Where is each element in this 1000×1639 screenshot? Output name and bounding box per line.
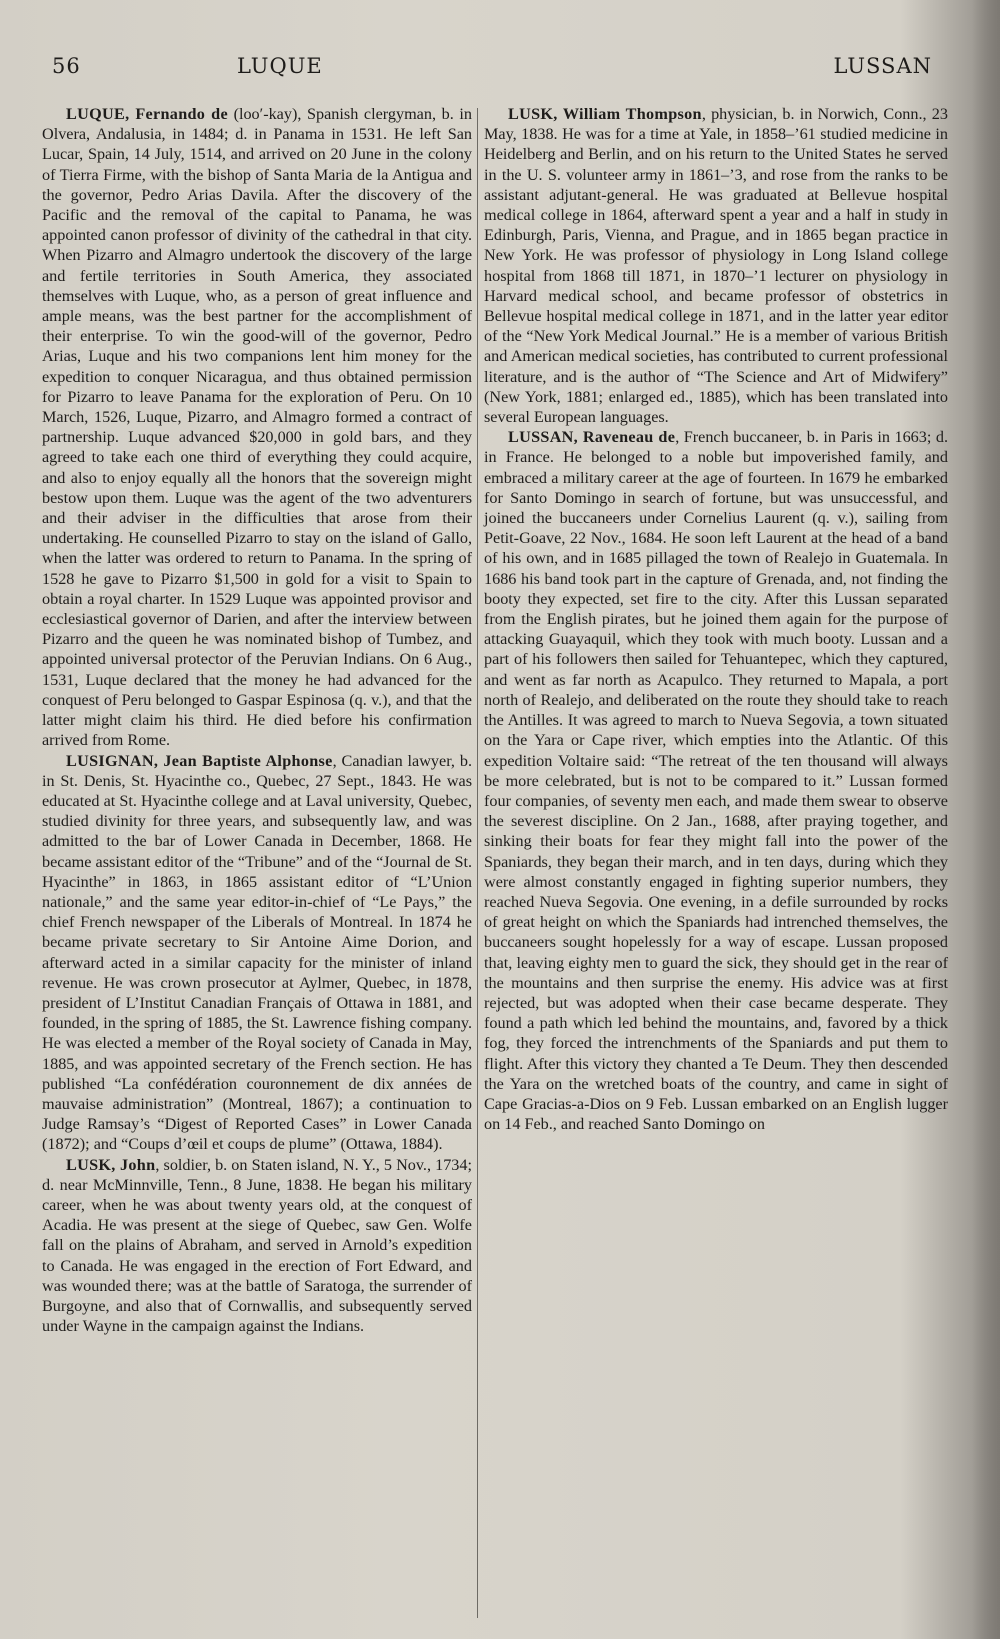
right-column <box>484 104 948 1134</box>
running-head <box>52 54 932 84</box>
entry-luque <box>42 104 472 751</box>
entry-text: , Canadian lawyer, b. in St. Denis, St. Hyacinthe co., Quebec, 27 Sept., 1843. He was educated at St. Hyacinthe college and at Laval university, Quebec, studied divinity for three years, and subsequently law, and was admitted to the bar of Lower Canada in December, 1868. He became assistant editor of the “Tribune” and of the “Journal de St. Hyacinthe” in 1863, in 1865 assistant editor of “L’Union nationale,” and the same year editor-in-chief of “Le Pays,” the chief French newspaper of the Liberals of Montreal. In 1874 he became private secretary to Sir Antoine Aime Dorion, and afterward acted in a similar capacity for the minister of inland revenue. He was crown prosecutor at Aylmer, Quebec, in 1878, president of L’Institut Canadian Français of Ottawa in 1881, and founded, in the spring of 1885, the St. Lawrence fishing company. He was elected a member of the Royal society of Canada in May, 1885, and was appointed secretary of the French section. He has published “La confédération couronnement de dix années de mauvaise administration” (Montreal, 1867); a continuation to Judge Ramsay’s “Digest of Reported Cases” in Lower Canada (1872); and “Coups d’œil et coups de plume” (Ottawa, 1884). <box>42 751 472 1154</box>
entry-text: , French buccaneer, b. in Paris in 1663; d. in France. He belonged to a noble but impoverished family, and embraced a military career at the age of fourteen. In 1679 he embarked for Santo Domingo in search of fortune, but was unsuccessful, and joined the buccaneers under Cornelius Laurent (q. v.), sailing from Petit-Goave, 22 Nov., 1684. He soon left Laurent at the head of a band of his own, and in 1685 pillaged the town of Realejo in Guatemala. In 1686 his band took part in the capture of Grenada, and, not finding the booty they expected, set fire to the city. After this Lussan separated from the English pirates, but he joined them again for the purpose of attacking Guayaquil, which they took with much booty. Lussan and a part of his followers then sailed for Tehuantepec, which they captured, and went as far north as Acapulco. They returned to Mapala, a port north of Realejo, and deliberated on the route they should take to reach the Antilles. It was agreed to march to Nueva Segovia, a town situated on the Yara or Cape river, which empties into the Atlantic. Of this expedition Voltaire said: “The retreat of the ten thousand will always be more celebrated, but is not to be compared to it.” Lussan formed four companies, of seventy men each, and made them swear to observe the severest discipline. On 2 Jan., 1688, after praying together, and sinking their boats for fear they might fall into the power of the Spaniards, they began their march, and in ten days, during which they were almost constantly engaged in fighting superior numbers, they reached Nueva Segovia. One evening, in a defile surrounded by rocks of great height on which the Spaniards had intrenched themselves, the buccaneers sought hopelessly for a way of escape. Lussan proposed that, leaving eighty men to guard the sick, they should get in the rear of the mountains and then surprise the enemy. His advice was at first rejected, but was adopted when their case became desperate. They found a path which led behind the mountains, and, favored by a thick fog, they forced the intrenchments of the Spaniards and put them to flight. After this victory they chanted a Te Deum. They then descended the Yara on the wretched boats of the country, and came in sight of Cape Gracias-a-Dios on 9 Feb. Lussan embarked on an English lugger on 14 Feb., and reached Santo Domingo on <box>484 428 949 1134</box>
right-running-head: LUSSAN <box>833 54 932 78</box>
entry-text: (loo′-kay), Spanish clergyman, b. in Olvera, Andalusia, in 1484; d. in Panama in 1531. He left San Lucar, Spain, 14 July, 1514, and arrived on 20 June in the colony of Tierra Firme, with the bishop of Santa Maria de la Antigua and the governor, Pedro Arias Davila. After the discovery of the Pacific and the removal of the capital to Panama, he was appointed canon professor of divinity of the cathedral in that city. When Pizarro and Almagro undertook the discovery of the large and fertile territories in South America, they associated themselves with Luque, who, as a person of great influence and ample means, was the best partner for the accomplishment of their enterprise. To win the good-will of the governor, Pedro Arias, Luque and his two companions lent him money for the expedition to conquer Nicaragua, and thus obtained permission for Pizarro to leave Panama for the exploration of Peru. On 10 March, 1526, Luque, Pizarro, and Almagro formed a contract of partnership. Luque advanced $20,000 in gold bars, and they agreed to take each one third of everything they could acquire, and also to enjoy equally all the honors that the sovereign might bestow upon them. Luque was the agent of the two adventurers and their adviser in the difficulties that arose from their undertaking. He counselled Pizarro to stay on the island of Gallo, when the latter was ordered to return to Panama. In the spring of 1528 he gave to Pizarro $1,500 in gold for a visit to Spain to obtain a royal charter. In 1529 Luque was appointed provisor and ecclesiastical governor of Darien, and after the interview between Pizarro and the queen he was nominated bishop of Tumbez, and appointed universal protector of the Peruvian Indians. On 6 Aug., 1531, Luque declared that the money he had advanced for the conquest of Peru belonged to Gaspar Espinosa (q. v.), and that the latter might claim his third. He died before his confirmation arrived from Rome. <box>42 105 473 750</box>
left-column <box>42 104 472 1336</box>
column-rule <box>477 108 478 1618</box>
entry-lusk-john <box>42 1155 472 1337</box>
entry-text: , soldier, b. on Staten island, N. Y., 5 Nov., 1734; d. near McMinnville, Tenn., 8 June, 1838. He began his military career, when he was about twenty years old, at the conquest of Acadia. He was present at the siege of Quebec, saw Gen. Wolfe fall on the plains of Abraham, and served in Arnold’s expedition to Canada. He was engaged in the erection of Fort Edward, and was wounded there; was at the battle of Saratoga, the surrender of Burgoyne, and also that of Cornwallis, and subsequently served under Wayne in the campaign against the Indians. <box>42 1155 472 1336</box>
left-running-head: LUQUE <box>237 54 323 78</box>
page-number: 56 <box>52 54 81 78</box>
headword: LUSK, John <box>66 1155 156 1174</box>
entry-lusignan <box>42 751 472 1155</box>
entry-text: , physician, b. in Norwich, Conn., 23 May, 1838. He was for a time at Yale, in 1858–’61 studied medicine in Heidelberg and Berlin, and on his return to the United States he served in the U. S. volunteer army in 1861–’3, and rose from the ranks to be assistant adjutant-general. He was graduated at Bellevue hospital medical college in 1864, afterward spent a year and a half in study in Edinburgh, Paris, Vienna, and Prague, and in 1865 began practice in New York. He was professor of physiology in Long Island college hospital from 1868 till 1871, in 1870–’1 lecturer on physiology in Harvard medical school, and became professor of obstetrics in Bellevue hospital medical college in 1871, and in the latter year editor of the “New York Medical Journal.” He is a member of various British and American medical societies, has contributed to current professional literature, and is the author of “The Science and Art of Midwifery” (New York, 1881; enlarged ed., 1885), which has been translated into several European languages. <box>484 105 948 427</box>
headword: LUSK, William Thompson <box>508 105 702 123</box>
entry-lussan <box>484 427 948 1134</box>
headword: LUSSAN, Raveneau de <box>508 428 676 447</box>
entry-lusk-william <box>484 104 948 427</box>
headword: LUSIGNAN, Jean Baptiste Alphonse <box>66 751 333 770</box>
page-edge-shadow <box>972 0 1000 1639</box>
headword: LUQUE, Fernando de <box>66 105 228 123</box>
